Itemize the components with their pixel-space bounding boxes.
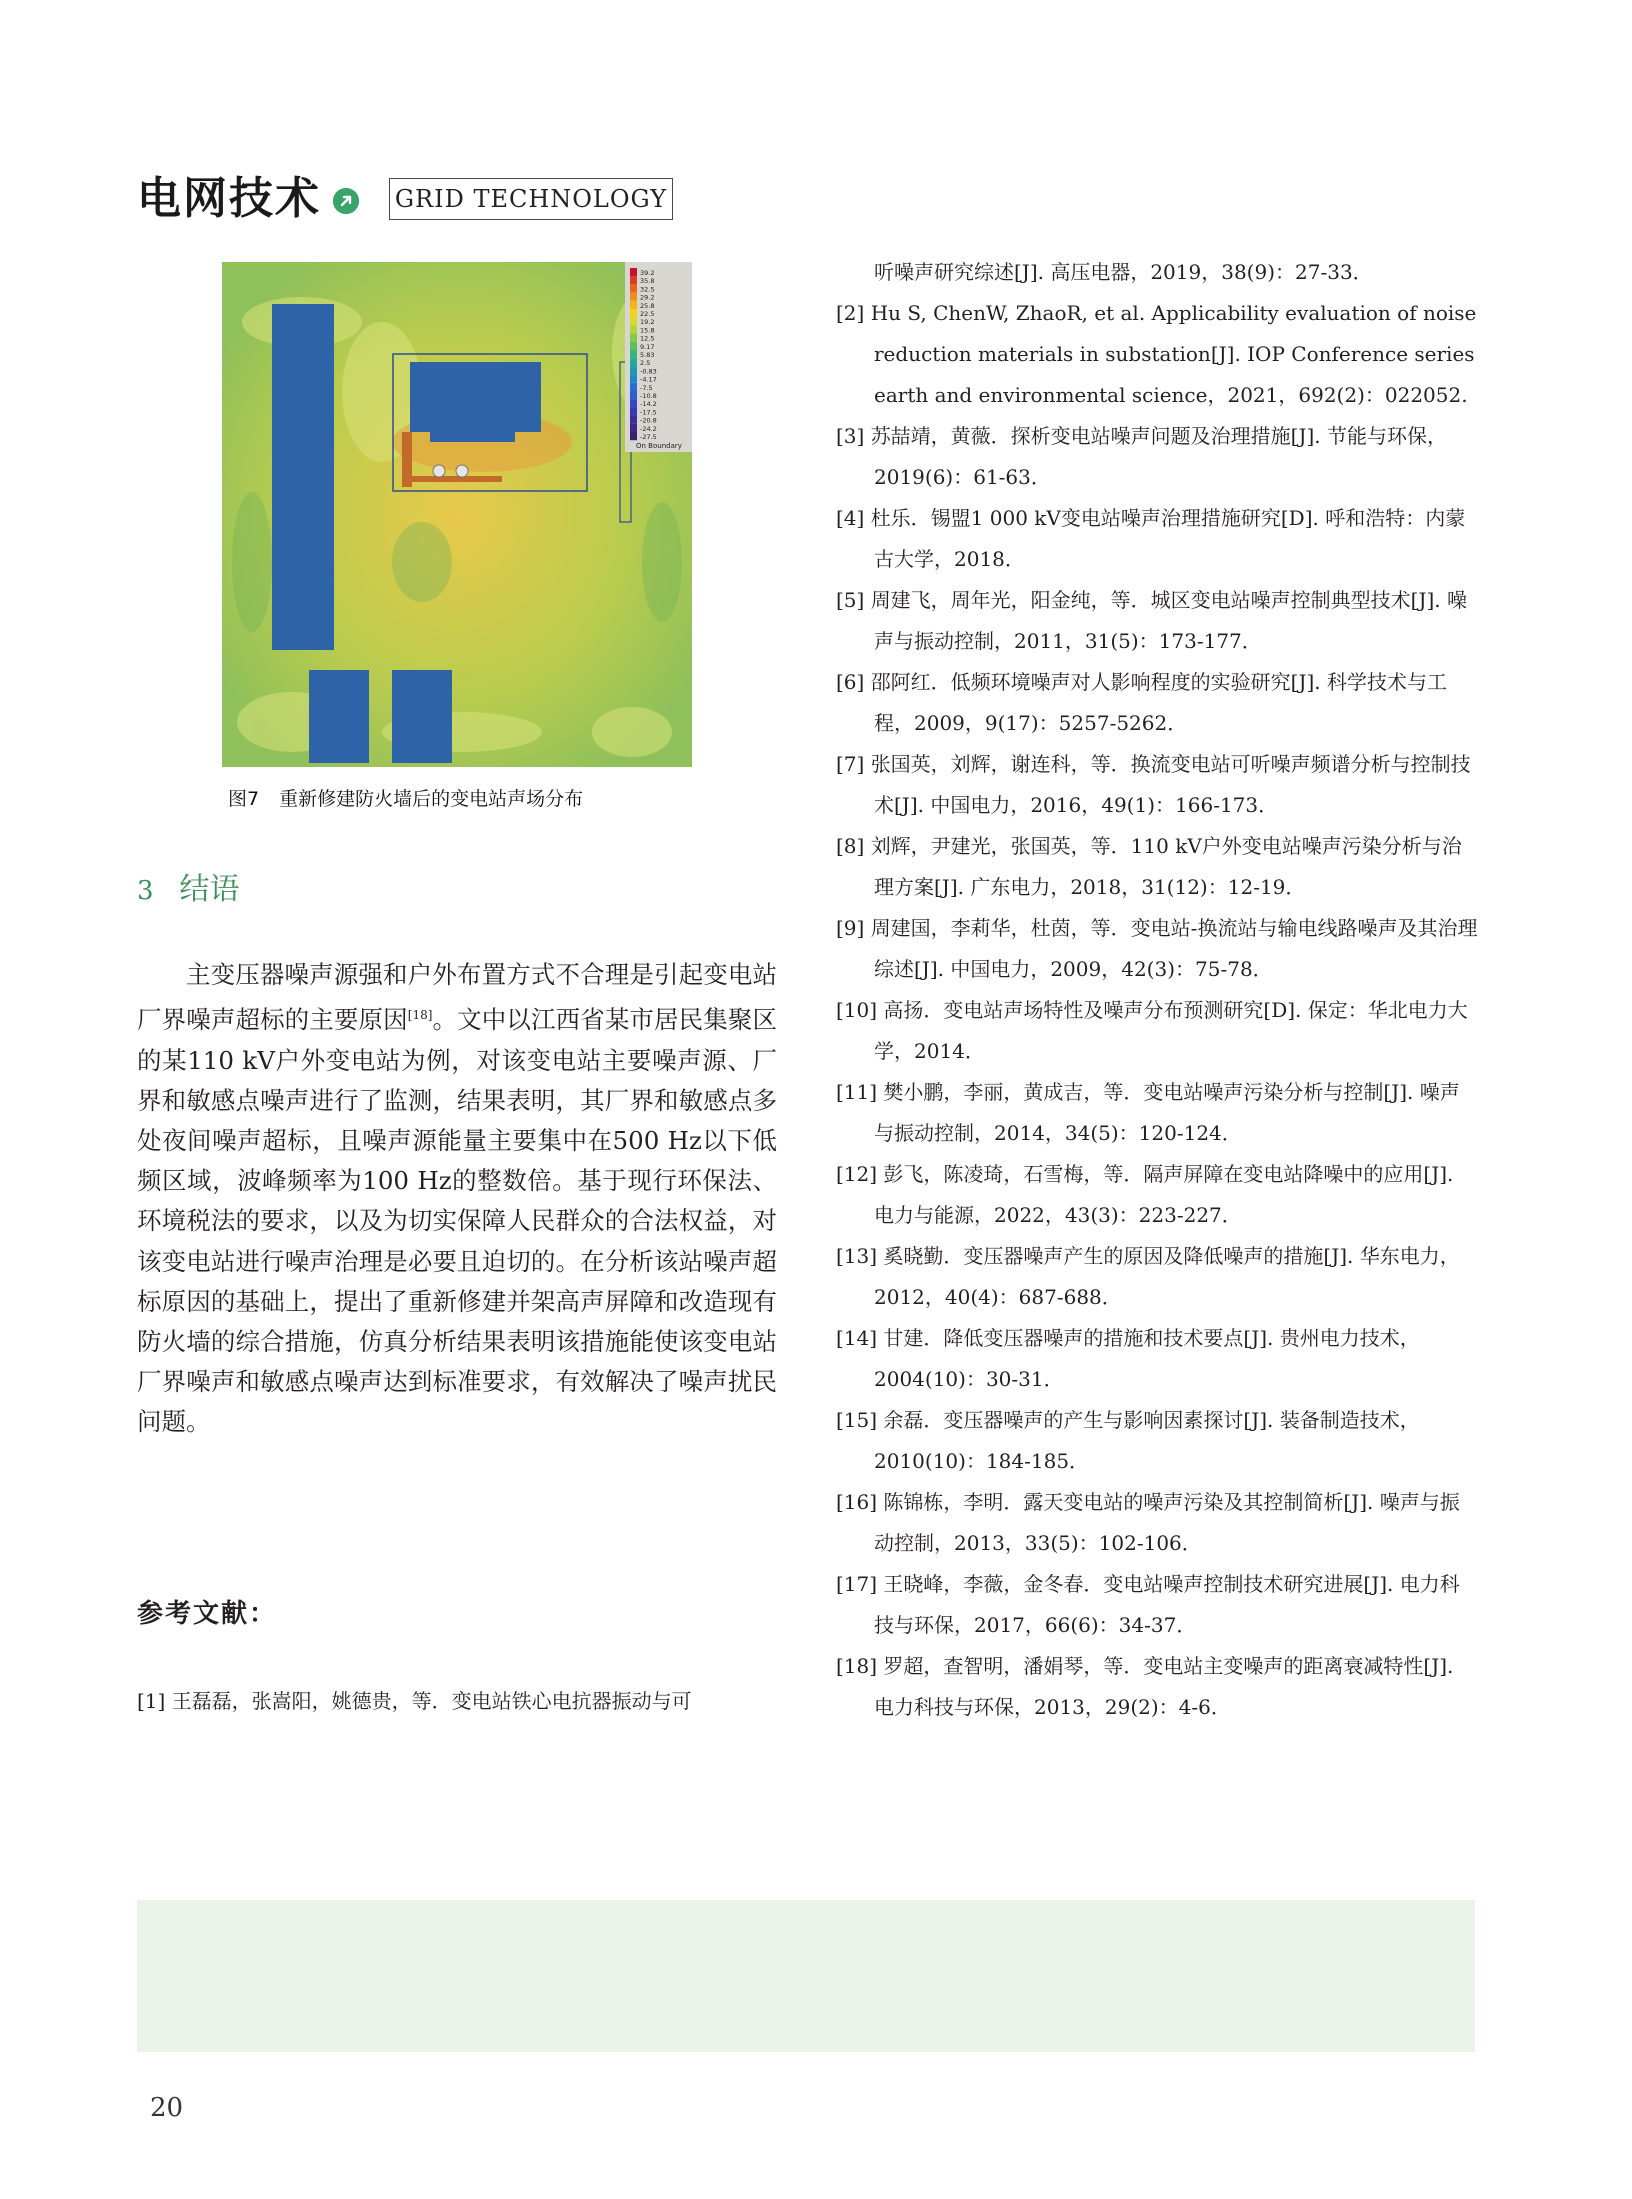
legend-swatch [630,276,637,284]
reference-list-right [836,252,1478,1728]
section-heading [137,868,240,913]
legend-label: -17.5 [640,408,657,417]
fire-wall [430,428,515,442]
sensitive-point-1 [433,465,445,477]
legend-labels [640,269,657,441]
reference-item: [4] 杜乐．锡盟1 000 kV变电站噪声治理措施研究[D]. 呼和浩特：内蒙古大学，2018． [836,506,1466,571]
legend-swatch [630,375,637,383]
building-left [272,304,334,650]
figure-caption-text: 重新修建防火墙后的变电站声场分布 [279,788,584,810]
reference-item: [8] 刘辉，尹建光，张国英，等．110 kV户外变电站噪声污染分析与治理方案[J]. 广东电力，2018，31(12)：12-19． [836,834,1462,899]
sensitive-point-2 [456,465,468,477]
legend-footer: On Boundary [636,442,682,450]
page-number: 20 [150,2093,184,2123]
legend-swatch [630,309,637,317]
legend-label: 9.17 [640,342,655,351]
reference-item: [10] 高扬．变电站声场特性及噪声分布预测研究[D]. 保定：华北电力大学，2014． [836,998,1468,1063]
reference-item: [5] 周建飞，周年光，阳金纯，等．城区变电站噪声控制典型技术[J]. 噪声与振动控制，2011，31(5)：173-177． [836,588,1468,653]
legend-label: 15.8 [640,326,655,335]
reference-item: [1] 王磊磊，张嵩阳，姚德贵，等．变电站铁心电抗器振动与可 [137,1689,692,1713]
legend-label: -4.17 [640,375,657,384]
legend-swatch [630,342,637,350]
legend-label: 39.2 [640,269,655,277]
reference-item: [11] 樊小鹏，李丽，黄成吉，等．变电站噪声污染分析与控制[J]. 噪声与振动控制，2014，34(5)：120-124． [836,1080,1460,1145]
legend-swatch [630,366,637,374]
reference-item: [15] 余磊．变压器噪声的产生与影响因素探讨[J]. 装备制造技术，2010(10)：184-185． [836,1408,1420,1473]
legend-swatch [630,399,637,407]
reference-item: [2] Hu S, ChenW, ZhaoR, et al. Applicability evaluation of noise reduction materials in substation[J]. IOP Conference series earth and environmental science，2021，692(2)：022052. [836,301,1477,407]
figure-caption-number: 图7 [228,788,260,810]
conclusion-text-1: 主变压器噪声源强和户外布置方式不合理是引起变电站厂界噪声超标的主要原因 [137,960,777,1035]
legend-swatch [630,317,637,325]
legend-swatch [630,358,637,366]
arrow-badge-icon [333,188,359,214]
legend-label: 22.5 [640,310,655,318]
legend-swatch [630,416,637,424]
legend-label: 25.8 [640,301,655,310]
legend-label: -14.2 [640,400,657,409]
sound-barrier-left [402,432,412,487]
journal-english-badge: GRID TECHNOLOGY [389,178,673,220]
legend-label: 19.2 [640,318,655,327]
reference-list-left [137,1681,782,1722]
section-number: 3 [137,876,154,906]
legend-swatch [630,268,637,276]
reference-item: [9] 周建国，李莉华，杜茵，等．变电站-换流站与输电线路噪声及其治理综述[J]. 中国电力，2009，42(3)：75-78． [836,916,1478,981]
legend-label: -20.8 [640,416,657,425]
reference-item: [3] 苏喆靖，黄薇．探析变电站噪声问题及治理措施[J]. 节能与环保，2019(6)：61-63． [836,424,1448,489]
legend-swatch [630,284,637,292]
reference-item: [13] 奚晓勤．变压器噪声产生的原因及降低噪声的措施[J]. 华东电力，2012，40(4)：687-688． [836,1244,1460,1309]
conclusion-text-2: 。文中以江西省某市居民集聚区的某110 kV户外变电站为例，对该变电站主要噪声源、厂界和敏感点噪声进行了监测，结果表明，其厂界和敏感点多处夜间噪声超标，且噪声源能量主要集中在500 Hz以下低频区域，波峰频率为100 Hz的整数倍。基于现行环保法、环境税法的要求，以及为切实保障人民群众的合法权益，对该变电站进行噪声治理是必要且迫切的。在分析该站噪声超标原因的基础上，提出了重新修建并架高声屏障和改造现有防火墙的综合措施，仿真分析结果表明该措施能使该变电站厂界噪声和敏感点噪声达到标准要求，有效解决了噪声扰民问题。 [137,1005,778,1437]
reference-item: [16] 陈锦栋，李明．露天变电站的噪声污染及其控制简析[J]. 噪声与振动控制，2013，33(5)：102-106． [836,1490,1460,1555]
legend-swatch [630,432,637,440]
figure-caption [228,784,698,814]
legend-swatch [630,293,637,301]
legend-swatch [630,407,637,415]
legend-swatch [630,391,637,399]
reference-item: [6] 邵阿红．低频环境噪声对人影响程度的实验研究[J]. 科学技术与工程，2009，9(17)：5257-5262． [836,670,1448,735]
legend-label: -10.8 [640,392,657,400]
section-title: 结语 [179,872,240,907]
legend-label: 5.83 [640,351,655,359]
legend-label: 35.8 [640,277,655,286]
reference-item-continuation: 听噪声研究综述[J]. 高压电器，2019，38(9)：27-33． [874,260,1373,284]
legend-colorbar [630,268,637,440]
legend-label: 29.2 [640,293,655,302]
reference-item: [7] 张国英，刘辉，谢连科，等．换流变电站可听噪声频谱分析与控制技术[J]. 中国电力，2016，49(1)：166-173． [836,752,1471,817]
conclusion-paragraph [137,955,777,1443]
building-bottom-left [309,670,369,763]
references-heading: 参考文献： [137,1599,278,1629]
sound-barrier-bottom [412,476,502,482]
legend-swatch [630,301,637,309]
legend-swatch [630,350,637,358]
journal-section-title: 电网技术 [137,173,321,224]
legend-label: 2.5 [640,359,651,368]
legend-swatch [630,383,637,391]
reference-item: [12] 彭飞，陈凌琦，石雪梅，等．隔声屏障在变电站降噪中的应用[J]. 电力与能源，2022，43(3)：223-227． [836,1162,1454,1227]
bottom-color-band [137,1900,1475,2052]
reference-item: [17] 王晓峰，李薇，金冬春．变电站噪声控制技术研究进展[J]. 电力科技与环保，2017，66(6)：34-37． [836,1572,1460,1637]
reference-item: [18] 罗超，查智明，潘娟琴，等．变电站主变噪声的距离衰减特性[J]. 电力科技与环保，2013，29(2)：4-6． [836,1654,1454,1719]
citation-sup: [18] [407,1008,433,1023]
legend-label: -0.83 [640,367,657,376]
legend-swatch [630,325,637,333]
legend-label: -7.5 [640,383,653,392]
legend-label: -27.5 [640,433,657,441]
building-bottom-right [392,670,452,763]
legend-swatch [630,334,637,342]
legend-swatch [630,424,637,432]
legend-label: 12.5 [640,334,655,343]
reference-item: [14] 甘建．降低变压器噪声的措施和技术要点[J]. 贵州电力技术，2004(10)：30-31． [836,1326,1420,1391]
sound-field-figure [222,262,692,767]
transformer-block [410,362,541,432]
legend-label: -24.2 [640,424,657,433]
legend-label: 32.5 [640,285,655,294]
